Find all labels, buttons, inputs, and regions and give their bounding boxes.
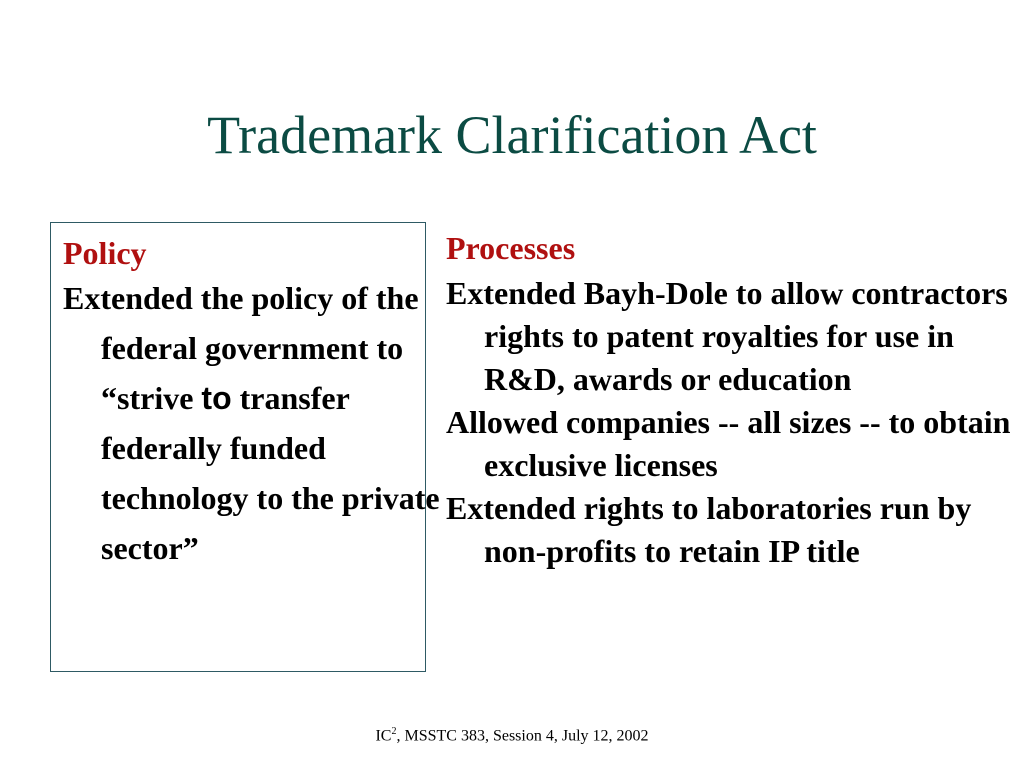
- processes-section: [446, 228, 1016, 573]
- policy-box: [50, 222, 440, 672]
- process-item: Extended Bayh-Dole to allow contractors rights to patent royalties for use in R&D, awards or education: [446, 275, 1008, 397]
- processes-heading: Processes: [446, 230, 576, 266]
- policy-text-after: transfer federally funded technology to the private sector”: [101, 380, 440, 566]
- footer-prefix: IC: [375, 727, 392, 745]
- footer: [0, 722, 1024, 746]
- policy-text-emphasis: to: [201, 380, 232, 416]
- slide-title: Trademark Clarification Act: [207, 105, 817, 165]
- process-item: Extended rights to laboratories run by non-profits to retain IP title: [446, 490, 972, 569]
- policy-text-before: Extended the policy of the federal government to “strive: [63, 280, 419, 416]
- policy-text: [63, 273, 441, 573]
- footer-suffix: , MSSTC 383, Session 4, July 12, 2002: [396, 727, 649, 745]
- process-list: [446, 272, 1016, 573]
- footer-superscript: 2: [391, 726, 397, 737]
- policy-heading: Policy: [63, 235, 147, 271]
- process-item: Allowed companies -- all sizes -- to obtain exclusive licenses: [446, 404, 1011, 483]
